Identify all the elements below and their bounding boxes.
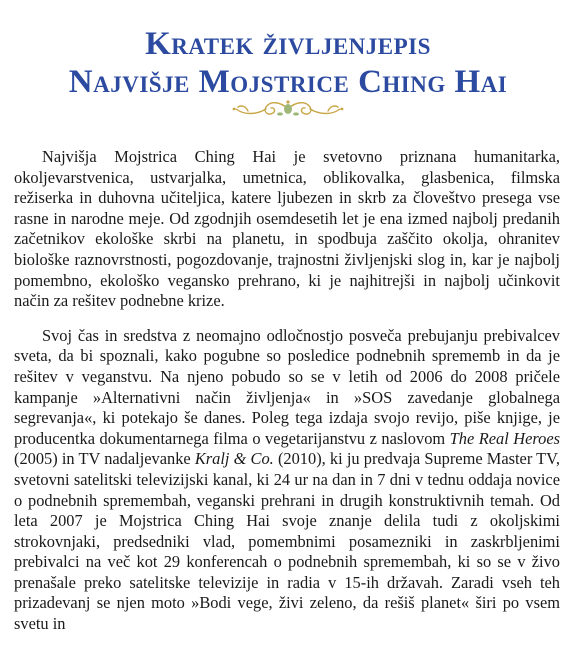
paragraph-2-part-b: (2005) in TV nadaljevanke (14, 449, 195, 469)
page-title-line-1: Kratek življenjepis (145, 26, 431, 62)
paragraph-2-part-c: (2010), ki ju predvaja Supreme Master TV, svetovni satelitski televizijski kanal, ki 24 ur na dan in 7 dni v tednu oddaja novice o podnebnih spremembah, veganski prehrani in drugih konstruktivnih temah. Od leta 2007 je Mojstrica Ching Hai svoje znanje delila tudi z okoljskimi strokovnjaki, predsedniki vlad, pomembnimi posamezniki in zaskrbljenimi prebivalci na več kot 29 konferencah o podnebnih spremembah, ki so se v živo prenašale preko satelitske televizije in radia v 15-ih državah. Zaradi vseh teh prizadevanj se njen moto »Bodi vege, živi zeleno, da rešiš planet« širi po vsem svetu in (14, 449, 560, 634)
page-title-line-2: Najvišje Mojstrice Ching Hai (68, 64, 508, 100)
floral-ornament-icon (228, 97, 348, 121)
paragraph-2 (14, 326, 560, 635)
paragraph-1: Najvišja Mojstrica Ching Hai je svetovno priznana humanitarka, okoljevarstvenica, ustvarjalka, umetnica, oblikovalka, glasbenica, filmska režiserka in duhovna učiteljica, katere ljubezen in skrb za človeštvo presega vse rasne in narodne meje. Od zgodnjih osemdesetih let je ena izmed najbolj predanih začetnikov ekološke skrbi na planetu, in spodbuja zaščito okolja, ohranitev biološke raznovrstnosti, pogozdovanje, trajnostni življenjski slog in, kar je najbolj pomembno, ekološko vegansko prehrano, ki je najhitrejši in najbolj učinkovit način za rešitev podnebne krize. (14, 147, 560, 311)
paragraph-2-part-a: Svoj čas in sredstva z neomajno odločnostjo posveča prebujanju prebivalcev sveta, da bi spoznali, kako pogubne so posledice podnebnih sprememb in da je rešitev v veganstvu. Na njeno pobudo so se v letih od 2006 do 2008 pričele kampanje »Alternativni način življenja« in »SOS zavedanje globalnega segrevanja«, ki potekajo še danes. Poleg tega izdaja svojo revijo, piše knjige, je producentka dokumentarnega filma o vegetarijanstvu z naslovom (14, 325, 560, 448)
film-title: The Real Heroes (449, 428, 560, 448)
series-title: Kralj & Co. (194, 449, 274, 469)
biography-text (14, 147, 560, 635)
